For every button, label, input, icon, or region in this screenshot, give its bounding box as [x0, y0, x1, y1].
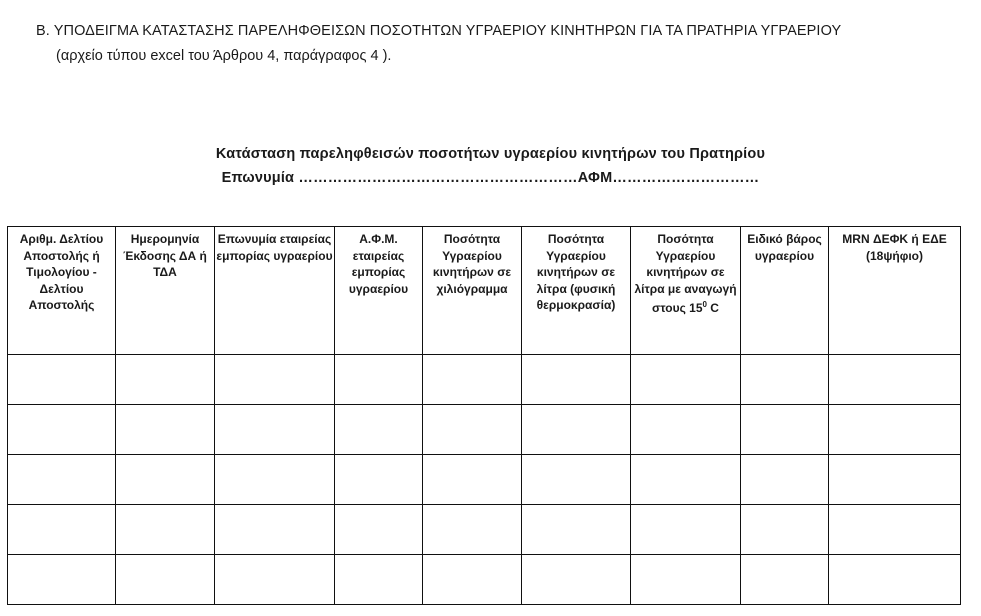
table-cell[interactable] — [335, 355, 423, 405]
table-cell[interactable] — [741, 455, 829, 505]
table-cell[interactable] — [116, 455, 215, 505]
table-cell[interactable] — [8, 505, 116, 555]
table-row — [8, 505, 961, 555]
table-cell[interactable] — [215, 405, 335, 455]
table-cell[interactable] — [631, 355, 741, 405]
column-header — [631, 227, 741, 355]
table-cell[interactable] — [8, 555, 116, 605]
table-cell[interactable] — [215, 555, 335, 605]
table-cell[interactable] — [522, 555, 631, 605]
table-cell[interactable] — [116, 355, 215, 405]
table-cell[interactable] — [423, 355, 522, 405]
column-header — [423, 227, 522, 355]
temperature-unit: C — [706, 301, 719, 315]
column-header-label: Ποσότητα Υγραερίου κινητήρων σε χιλιόγραμμα — [432, 232, 512, 296]
table-cell[interactable] — [522, 355, 631, 405]
table-cell[interactable] — [215, 355, 335, 405]
column-header — [215, 227, 335, 355]
column-header — [8, 227, 116, 355]
table-cell[interactable] — [631, 405, 741, 455]
table-cell[interactable] — [829, 505, 961, 555]
table-cell[interactable] — [423, 405, 522, 455]
column-header — [829, 227, 961, 355]
column-header — [116, 227, 215, 355]
table-cell[interactable] — [631, 505, 741, 555]
table-cell[interactable] — [335, 455, 423, 505]
column-header-label: MRN ΔΕΦΚ ή ΕΔΕ (18ψήφιο) — [842, 232, 947, 263]
column-header — [335, 227, 423, 355]
table-cell[interactable] — [423, 455, 522, 505]
table-row — [8, 455, 961, 505]
column-header — [522, 227, 631, 355]
table-cell[interactable] — [8, 405, 116, 455]
column-header-label: Ποσότητα Υγραερίου κινητήρων σε λίτρα με αναγωγή στους 15 — [634, 232, 737, 315]
table-cell[interactable] — [116, 505, 215, 555]
table-row — [8, 555, 961, 605]
document-heading: Β. ΥΠΟΔΕΙΓΜΑ ΚΑΤΑΣΤΑΣΗΣ ΠΑΡΕΛΗΦΘΕΙΣΩΝ ΠΟΣΟΤΗΤΩΝ ΥΓΡΑΕΡΙΟΥ ΚΙΝΗΤΗΡΩΝ ΓΙΑ ΤΑ ΠΡΑΤΗΡΙΑ ΥΓΡΑΕΡΙΟΥ — [36, 23, 842, 39]
table-cell[interactable] — [741, 405, 829, 455]
table-cell[interactable] — [829, 355, 961, 405]
column-header — [741, 227, 829, 355]
table-cell[interactable] — [8, 455, 116, 505]
table-cell[interactable] — [8, 355, 116, 405]
column-header-label: Επωνυμία εταιρείας εμπορίας υγραερίου — [216, 232, 333, 263]
table-cell[interactable] — [116, 405, 215, 455]
table-cell[interactable] — [522, 455, 631, 505]
table-row — [8, 405, 961, 455]
table-cell[interactable] — [829, 455, 961, 505]
column-header-label: Ποσότητα Υγραερίου κινητήρων σε λίτρα (φυσική θερμοκρασία) — [536, 232, 616, 312]
table-cell[interactable] — [522, 505, 631, 555]
column-header-label: Α.Φ.Μ. εταιρείας εμπορίας υγραερίου — [348, 232, 409, 296]
form-subtitle: Επωνυμία …………………………………………………ΑΦΜ………………………… — [221, 170, 760, 186]
temperature-superscript: 0 — [702, 300, 707, 309]
table-cell[interactable] — [423, 555, 522, 605]
column-header-label: Ειδικό βάρος υγραερίου — [747, 232, 822, 263]
column-header-label: Ημερομηνία Έκδοσης ΔΑ ή ΤΔΑ — [123, 232, 207, 279]
table-cell[interactable] — [741, 555, 829, 605]
table-cell[interactable] — [335, 405, 423, 455]
form-title: Κατάσταση παρεληφθεισών ποσοτήτων υγραερίου κινητήρων του Πρατηρίου — [215, 146, 766, 162]
table-cell[interactable] — [215, 455, 335, 505]
table-cell[interactable] — [423, 505, 522, 555]
table-cell[interactable] — [741, 355, 829, 405]
table-cell[interactable] — [215, 505, 335, 555]
table-cell[interactable] — [631, 455, 741, 505]
table-cell[interactable] — [522, 405, 631, 455]
table-cell[interactable] — [631, 555, 741, 605]
table-cell[interactable] — [335, 555, 423, 605]
deliveries-table — [7, 226, 961, 605]
column-header-label: Αριθμ. Δελτίου Αποστολής ή Τιμολογίου - Δελτίου Αποστολής — [19, 232, 104, 312]
table-body — [8, 355, 961, 605]
table-cell[interactable] — [116, 555, 215, 605]
table-cell[interactable] — [829, 555, 961, 605]
table-cell[interactable] — [829, 405, 961, 455]
table-row — [8, 355, 961, 405]
table-cell[interactable] — [741, 505, 829, 555]
document-subheading: (αρχείο τύπου excel του Άρθρου 4, παράγραφος 4 ). — [56, 48, 392, 64]
table-cell[interactable] — [335, 505, 423, 555]
table-header-row — [8, 227, 961, 355]
